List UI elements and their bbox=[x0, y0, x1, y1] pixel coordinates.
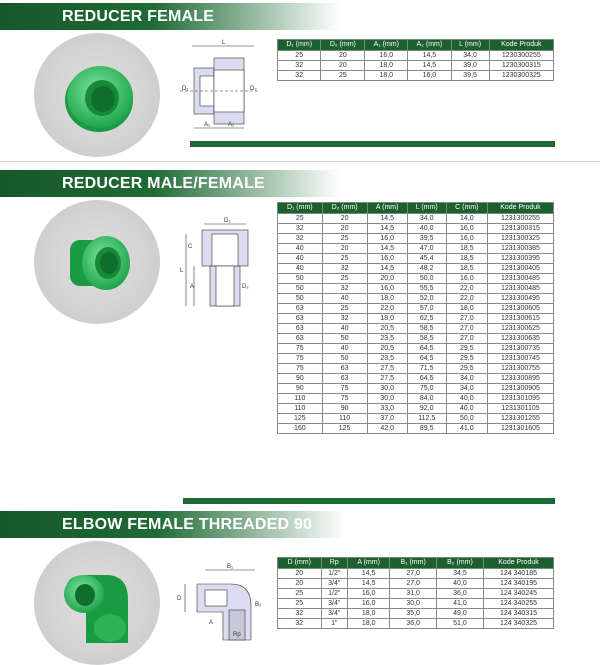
table-cell: 16,0 bbox=[367, 254, 407, 264]
table-cell: 37,0 bbox=[367, 414, 407, 424]
table-cell: 110 bbox=[322, 414, 367, 424]
table-cell: 57,0 bbox=[407, 304, 446, 314]
header-cell: Kode Produk bbox=[489, 40, 553, 51]
table-cell: 125 bbox=[278, 414, 323, 424]
table-cell: 1231300495 bbox=[487, 294, 553, 304]
header-cell: A₁ (mm) bbox=[365, 40, 408, 51]
table-cell: 18,0 bbox=[365, 61, 408, 71]
table-cell: 14,5 bbox=[367, 264, 407, 274]
table-cell: 32 bbox=[322, 314, 367, 324]
table-cell: 27,0 bbox=[390, 579, 437, 589]
table-cell: 32 bbox=[322, 264, 367, 274]
table-cell: 124 340315 bbox=[484, 609, 554, 619]
table-cell: 75 bbox=[322, 394, 367, 404]
table-cell: 124 340325 bbox=[484, 619, 554, 629]
table-cell: 20,5 bbox=[367, 344, 407, 354]
table-cell: 27,0 bbox=[446, 334, 487, 344]
table-row bbox=[278, 61, 554, 71]
table-cell: 90 bbox=[322, 404, 367, 414]
table-cell: 39,5 bbox=[451, 71, 489, 81]
table-cell: 25 bbox=[278, 214, 323, 224]
table-row bbox=[278, 334, 554, 344]
table-row bbox=[278, 294, 554, 304]
table-cell: 50 bbox=[278, 274, 323, 284]
section-divider bbox=[183, 498, 555, 504]
header-cell: D₂ (mm) bbox=[321, 40, 365, 51]
table-row bbox=[278, 384, 554, 394]
table-cell: 20 bbox=[322, 224, 367, 234]
table-cell: 1231300485 bbox=[487, 274, 553, 284]
table-cell: 3/4" bbox=[321, 579, 347, 589]
table-cell: 22,0 bbox=[446, 294, 487, 304]
table-row bbox=[278, 354, 554, 364]
table-cell: 110 bbox=[278, 404, 323, 414]
table-cell: 1231300755 bbox=[487, 364, 553, 374]
table-cell: 16,0 bbox=[365, 51, 408, 61]
table-cell: 63 bbox=[278, 324, 323, 334]
table-cell: 1231300745 bbox=[487, 354, 553, 364]
table-cell: 112,5 bbox=[407, 414, 446, 424]
table-cell: 14,5 bbox=[408, 61, 451, 71]
table-cell: 32 bbox=[278, 609, 322, 619]
table-cell: 31,0 bbox=[390, 589, 437, 599]
table-row bbox=[278, 424, 554, 434]
header-cell: Kode Produk bbox=[484, 558, 554, 569]
section-title-reducer-male-female: REDUCER MALE/FEMALE bbox=[0, 170, 340, 197]
table-cell: 63 bbox=[278, 334, 323, 344]
table-cell: 1231301255 bbox=[487, 414, 553, 424]
table-cell: 14,5 bbox=[367, 214, 407, 224]
label-A: A bbox=[209, 620, 214, 626]
table-row bbox=[278, 71, 554, 81]
table-cell: 42,0 bbox=[367, 424, 407, 434]
table-row bbox=[278, 224, 554, 234]
table-cell: 1231300615 bbox=[487, 314, 553, 324]
section-title-elbow-female-threaded: ELBOW FEMALE THREADED 90 bbox=[0, 511, 345, 538]
header-cell: D₂ (mm) bbox=[322, 203, 367, 214]
table-row bbox=[278, 234, 554, 244]
table-cell: 40 bbox=[278, 244, 323, 254]
table-cell: 25 bbox=[278, 51, 321, 61]
table-cell: 34,0 bbox=[446, 384, 487, 394]
header-cell: Kode Produk bbox=[487, 203, 553, 214]
table-cell: 64,5 bbox=[407, 354, 446, 364]
table-cell: 47,0 bbox=[407, 244, 446, 254]
reducer-female-technical-drawing bbox=[170, 36, 270, 132]
table-cell: 20 bbox=[321, 51, 365, 61]
table-cell: 20,0 bbox=[367, 274, 407, 284]
table-cell: 1231300385 bbox=[487, 244, 553, 254]
label-L: L bbox=[180, 268, 184, 274]
table-row bbox=[278, 314, 554, 324]
label-Rp: Rp bbox=[233, 632, 241, 638]
table-cell: 50 bbox=[322, 354, 367, 364]
table-cell: 27,0 bbox=[446, 314, 487, 324]
table-cell: 18,0 bbox=[367, 314, 407, 324]
table-row bbox=[278, 569, 554, 579]
table-cell: 75,0 bbox=[407, 384, 446, 394]
table-row bbox=[278, 609, 554, 619]
table-cell: 29,5 bbox=[446, 364, 487, 374]
table-cell: 124 340245 bbox=[484, 589, 554, 599]
table-cell: 58,5 bbox=[407, 324, 446, 334]
table-cell: 20 bbox=[278, 569, 322, 579]
table-cell: 20 bbox=[322, 214, 367, 224]
table-cell: 25 bbox=[322, 254, 367, 264]
table-cell: 40 bbox=[322, 294, 367, 304]
table-cell: 18,0 bbox=[365, 71, 408, 81]
table-cell: 1231300485 bbox=[487, 284, 553, 294]
table-cell: 50,0 bbox=[446, 414, 487, 424]
table-cell: 29,5 bbox=[446, 344, 487, 354]
table-cell: 63 bbox=[322, 374, 367, 384]
table-cell: 75 bbox=[322, 384, 367, 394]
table-cell: 49,0 bbox=[436, 609, 483, 619]
reducer-male-female-technical-drawing bbox=[172, 216, 268, 316]
table-cell: 1231301105 bbox=[487, 404, 553, 414]
table-cell: 160 bbox=[278, 424, 323, 434]
table-cell: 18,0 bbox=[347, 619, 389, 629]
table-cell: 124 340255 bbox=[484, 599, 554, 609]
table-cell: 45,4 bbox=[407, 254, 446, 264]
table-cell: 25 bbox=[278, 599, 322, 609]
reducer-male-female-spec-table bbox=[277, 202, 554, 434]
table-cell: 63 bbox=[278, 314, 323, 324]
table-row bbox=[278, 589, 554, 599]
table-header-row bbox=[278, 203, 554, 214]
table-cell: 33,0 bbox=[367, 404, 407, 414]
table-cell: 63 bbox=[322, 364, 367, 374]
header-cell: B₂ (mm) bbox=[436, 558, 483, 569]
table-cell: 34,5 bbox=[436, 569, 483, 579]
label-D2: D₂ bbox=[250, 86, 257, 92]
section-divider bbox=[190, 141, 555, 147]
table-cell: 90 bbox=[278, 374, 323, 384]
table-cell: 27,5 bbox=[367, 374, 407, 384]
table-cell: 39,5 bbox=[407, 234, 446, 244]
table-cell: 18,5 bbox=[446, 254, 487, 264]
elbow-female-threaded-photo bbox=[56, 570, 136, 643]
table-cell: 1231300905 bbox=[487, 384, 553, 394]
header-cell: A (mm) bbox=[367, 203, 407, 214]
table-cell: 16,0 bbox=[408, 71, 451, 81]
table-cell: 14,5 bbox=[367, 244, 407, 254]
table-row bbox=[278, 254, 554, 264]
table-cell: 1231301095 bbox=[487, 394, 553, 404]
table-cell: 32 bbox=[322, 284, 367, 294]
table-cell: 23,5 bbox=[367, 354, 407, 364]
table-cell: 89,5 bbox=[407, 424, 446, 434]
table-cell: 75 bbox=[278, 364, 323, 374]
table-cell: 22,0 bbox=[446, 284, 487, 294]
label-C: C bbox=[188, 244, 193, 250]
table-cell: 27,0 bbox=[446, 324, 487, 334]
table-cell: 18,5 bbox=[446, 244, 487, 254]
table-row bbox=[278, 244, 554, 254]
table-row bbox=[278, 264, 554, 274]
table-cell: 34,0 bbox=[407, 214, 446, 224]
table-cell: 32 bbox=[278, 619, 322, 629]
table-cell: 30,0 bbox=[367, 384, 407, 394]
table-cell: 3/4" bbox=[321, 599, 347, 609]
table-cell: 1231300255 bbox=[487, 214, 553, 224]
table-cell: 64,5 bbox=[407, 344, 446, 354]
label-D2: D₂ bbox=[242, 284, 249, 290]
table-cell: 14,0 bbox=[446, 214, 487, 224]
table-cell: 1231300325 bbox=[487, 234, 553, 244]
table-cell: 41,0 bbox=[436, 599, 483, 609]
table-cell: 52,0 bbox=[407, 294, 446, 304]
table-cell: 32 bbox=[278, 224, 323, 234]
table-cell: 32 bbox=[278, 234, 323, 244]
section-title-reducer-female: REDUCER FEMALE bbox=[0, 3, 340, 30]
table-cell: 40,0 bbox=[446, 394, 487, 404]
table-cell: 1231300635 bbox=[487, 334, 553, 344]
table-cell: 1231300735 bbox=[487, 344, 553, 354]
table-row bbox=[278, 324, 554, 334]
table-row bbox=[278, 51, 554, 61]
table-cell: 51,0 bbox=[436, 619, 483, 629]
elbow-female-threaded-spec-table bbox=[277, 557, 554, 629]
table-row bbox=[278, 364, 554, 374]
table-row bbox=[278, 214, 554, 224]
label-A2: A₂ bbox=[228, 122, 235, 128]
elbow-female-threaded-technical-drawing bbox=[175, 562, 267, 643]
table-cell: 1231300625 bbox=[487, 324, 553, 334]
table-cell: 48,2 bbox=[407, 264, 446, 274]
table-row bbox=[278, 344, 554, 354]
table-cell: 75 bbox=[278, 354, 323, 364]
table-cell: 1231300895 bbox=[487, 374, 553, 384]
table-cell: 1/2" bbox=[321, 569, 347, 579]
reducer-male-female-photo bbox=[66, 232, 132, 294]
table-cell: 16,0 bbox=[446, 234, 487, 244]
table-cell: 50 bbox=[322, 334, 367, 344]
table-cell: 58,5 bbox=[407, 334, 446, 344]
table-cell: 50,0 bbox=[407, 274, 446, 284]
table-row bbox=[278, 374, 554, 384]
table-row bbox=[278, 394, 554, 404]
label-D1: D₁ bbox=[182, 86, 189, 92]
table-cell: 36,0 bbox=[390, 619, 437, 629]
table-cell: 20 bbox=[321, 61, 365, 71]
table-cell: 18,0 bbox=[367, 294, 407, 304]
table-cell: 30,0 bbox=[367, 394, 407, 404]
table-cell: 39,0 bbox=[451, 61, 489, 71]
table-cell: 1231300395 bbox=[487, 254, 553, 264]
table-row bbox=[278, 414, 554, 424]
header-cell: D₁ (mm) bbox=[278, 40, 321, 51]
table-cell: 36,0 bbox=[436, 589, 483, 599]
table-cell: 34,0 bbox=[451, 51, 489, 61]
table-cell: 75 bbox=[278, 344, 323, 354]
table-cell: 14,5 bbox=[408, 51, 451, 61]
table-cell: 1231300405 bbox=[487, 264, 553, 274]
separator-line bbox=[0, 161, 600, 162]
table-cell: 1231300605 bbox=[487, 304, 553, 314]
table-cell: 29,5 bbox=[446, 354, 487, 364]
table-cell: 55,5 bbox=[407, 284, 446, 294]
table-cell: 124 340185 bbox=[484, 569, 554, 579]
table-cell: 1230300315 bbox=[489, 61, 553, 71]
table-cell: 62,5 bbox=[407, 314, 446, 324]
table-cell: 16,0 bbox=[446, 274, 487, 284]
table-cell: 124 340195 bbox=[484, 579, 554, 589]
table-cell: 40,0 bbox=[436, 579, 483, 589]
header-cell: L (mm) bbox=[407, 203, 446, 214]
table-row bbox=[278, 599, 554, 609]
table-cell: 3/4" bbox=[321, 609, 347, 619]
table-row bbox=[278, 284, 554, 294]
table-cell: 25 bbox=[322, 304, 367, 314]
table-cell: 16,0 bbox=[446, 224, 487, 234]
table-cell: 40 bbox=[278, 254, 323, 264]
table-row bbox=[278, 579, 554, 589]
reducer-female-spec-table bbox=[277, 39, 554, 81]
label-A: A bbox=[190, 284, 195, 290]
label-A1: A₁ bbox=[204, 122, 211, 128]
header-cell: C (mm) bbox=[446, 203, 487, 214]
table-cell: 14,5 bbox=[347, 569, 389, 579]
table-cell: 25 bbox=[322, 274, 367, 284]
label-L: L bbox=[222, 40, 226, 46]
table-cell: 23,5 bbox=[367, 334, 407, 344]
table-cell: 22,0 bbox=[367, 304, 407, 314]
table-cell: 16,0 bbox=[347, 599, 389, 609]
table-cell: 1231300315 bbox=[487, 224, 553, 234]
table-cell: 16,0 bbox=[367, 284, 407, 294]
table-cell: 20 bbox=[322, 244, 367, 254]
table-cell: 27,5 bbox=[367, 364, 407, 374]
table-row bbox=[278, 619, 554, 629]
table-cell: 110 bbox=[278, 394, 323, 404]
label-B1: B₁ bbox=[227, 564, 234, 570]
label-D1: D₁ bbox=[224, 218, 231, 224]
table-cell: 27,0 bbox=[390, 569, 437, 579]
table-cell: 50 bbox=[278, 294, 323, 304]
table-cell: 14,5 bbox=[347, 579, 389, 589]
table-cell: 18,0 bbox=[446, 304, 487, 314]
table-cell: 40 bbox=[322, 344, 367, 354]
header-cell: Rp bbox=[321, 558, 347, 569]
table-cell: 25 bbox=[278, 589, 322, 599]
table-cell: 125 bbox=[322, 424, 367, 434]
label-D: D bbox=[177, 596, 182, 602]
table-cell: 41,0 bbox=[446, 424, 487, 434]
header-cell: D (mm) bbox=[278, 558, 322, 569]
table-cell: 1230300325 bbox=[489, 71, 553, 81]
table-cell: 18,5 bbox=[446, 264, 487, 274]
table-cell: 1/2" bbox=[321, 589, 347, 599]
header-cell: L (mm) bbox=[451, 40, 489, 51]
table-cell: 25 bbox=[321, 71, 365, 81]
reducer-female-photo bbox=[62, 60, 136, 134]
label-B2: B₂ bbox=[255, 602, 262, 608]
table-cell: 40 bbox=[322, 324, 367, 334]
table-cell: 64,5 bbox=[407, 374, 446, 384]
table-cell: 32 bbox=[278, 61, 321, 71]
table-row bbox=[278, 304, 554, 314]
header-cell: B₁ (mm) bbox=[390, 558, 437, 569]
table-cell: 90 bbox=[278, 384, 323, 394]
table-row bbox=[278, 274, 554, 284]
table-cell: 16,0 bbox=[347, 589, 389, 599]
table-cell: 35,0 bbox=[390, 609, 437, 619]
header-cell: A₂ (mm) bbox=[408, 40, 451, 51]
header-cell: A (mm) bbox=[347, 558, 389, 569]
table-cell: 92,0 bbox=[407, 404, 446, 414]
table-cell: 20,5 bbox=[367, 324, 407, 334]
table-cell: 1" bbox=[321, 619, 347, 629]
table-cell: 34,0 bbox=[446, 374, 487, 384]
table-cell: 14,5 bbox=[367, 224, 407, 234]
table-cell: 40 bbox=[278, 264, 323, 274]
table-cell: 1230300255 bbox=[489, 51, 553, 61]
table-row bbox=[278, 404, 554, 414]
table-header-row bbox=[278, 558, 554, 569]
table-cell: 18,0 bbox=[347, 609, 389, 619]
table-cell: 40,0 bbox=[407, 224, 446, 234]
table-cell: 32 bbox=[278, 71, 321, 81]
table-cell: 84,0 bbox=[407, 394, 446, 404]
table-cell: 20 bbox=[278, 579, 322, 589]
table-cell: 40,0 bbox=[446, 404, 487, 414]
table-header-row bbox=[278, 40, 554, 51]
table-cell: 71,5 bbox=[407, 364, 446, 374]
table-cell: 63 bbox=[278, 304, 323, 314]
table-cell: 1231301605 bbox=[487, 424, 553, 434]
header-cell: D₁ (mm) bbox=[278, 203, 323, 214]
table-cell: 30,0 bbox=[390, 599, 437, 609]
table-cell: 50 bbox=[278, 284, 323, 294]
table-cell: 25 bbox=[322, 234, 367, 244]
table-cell: 16,0 bbox=[367, 234, 407, 244]
